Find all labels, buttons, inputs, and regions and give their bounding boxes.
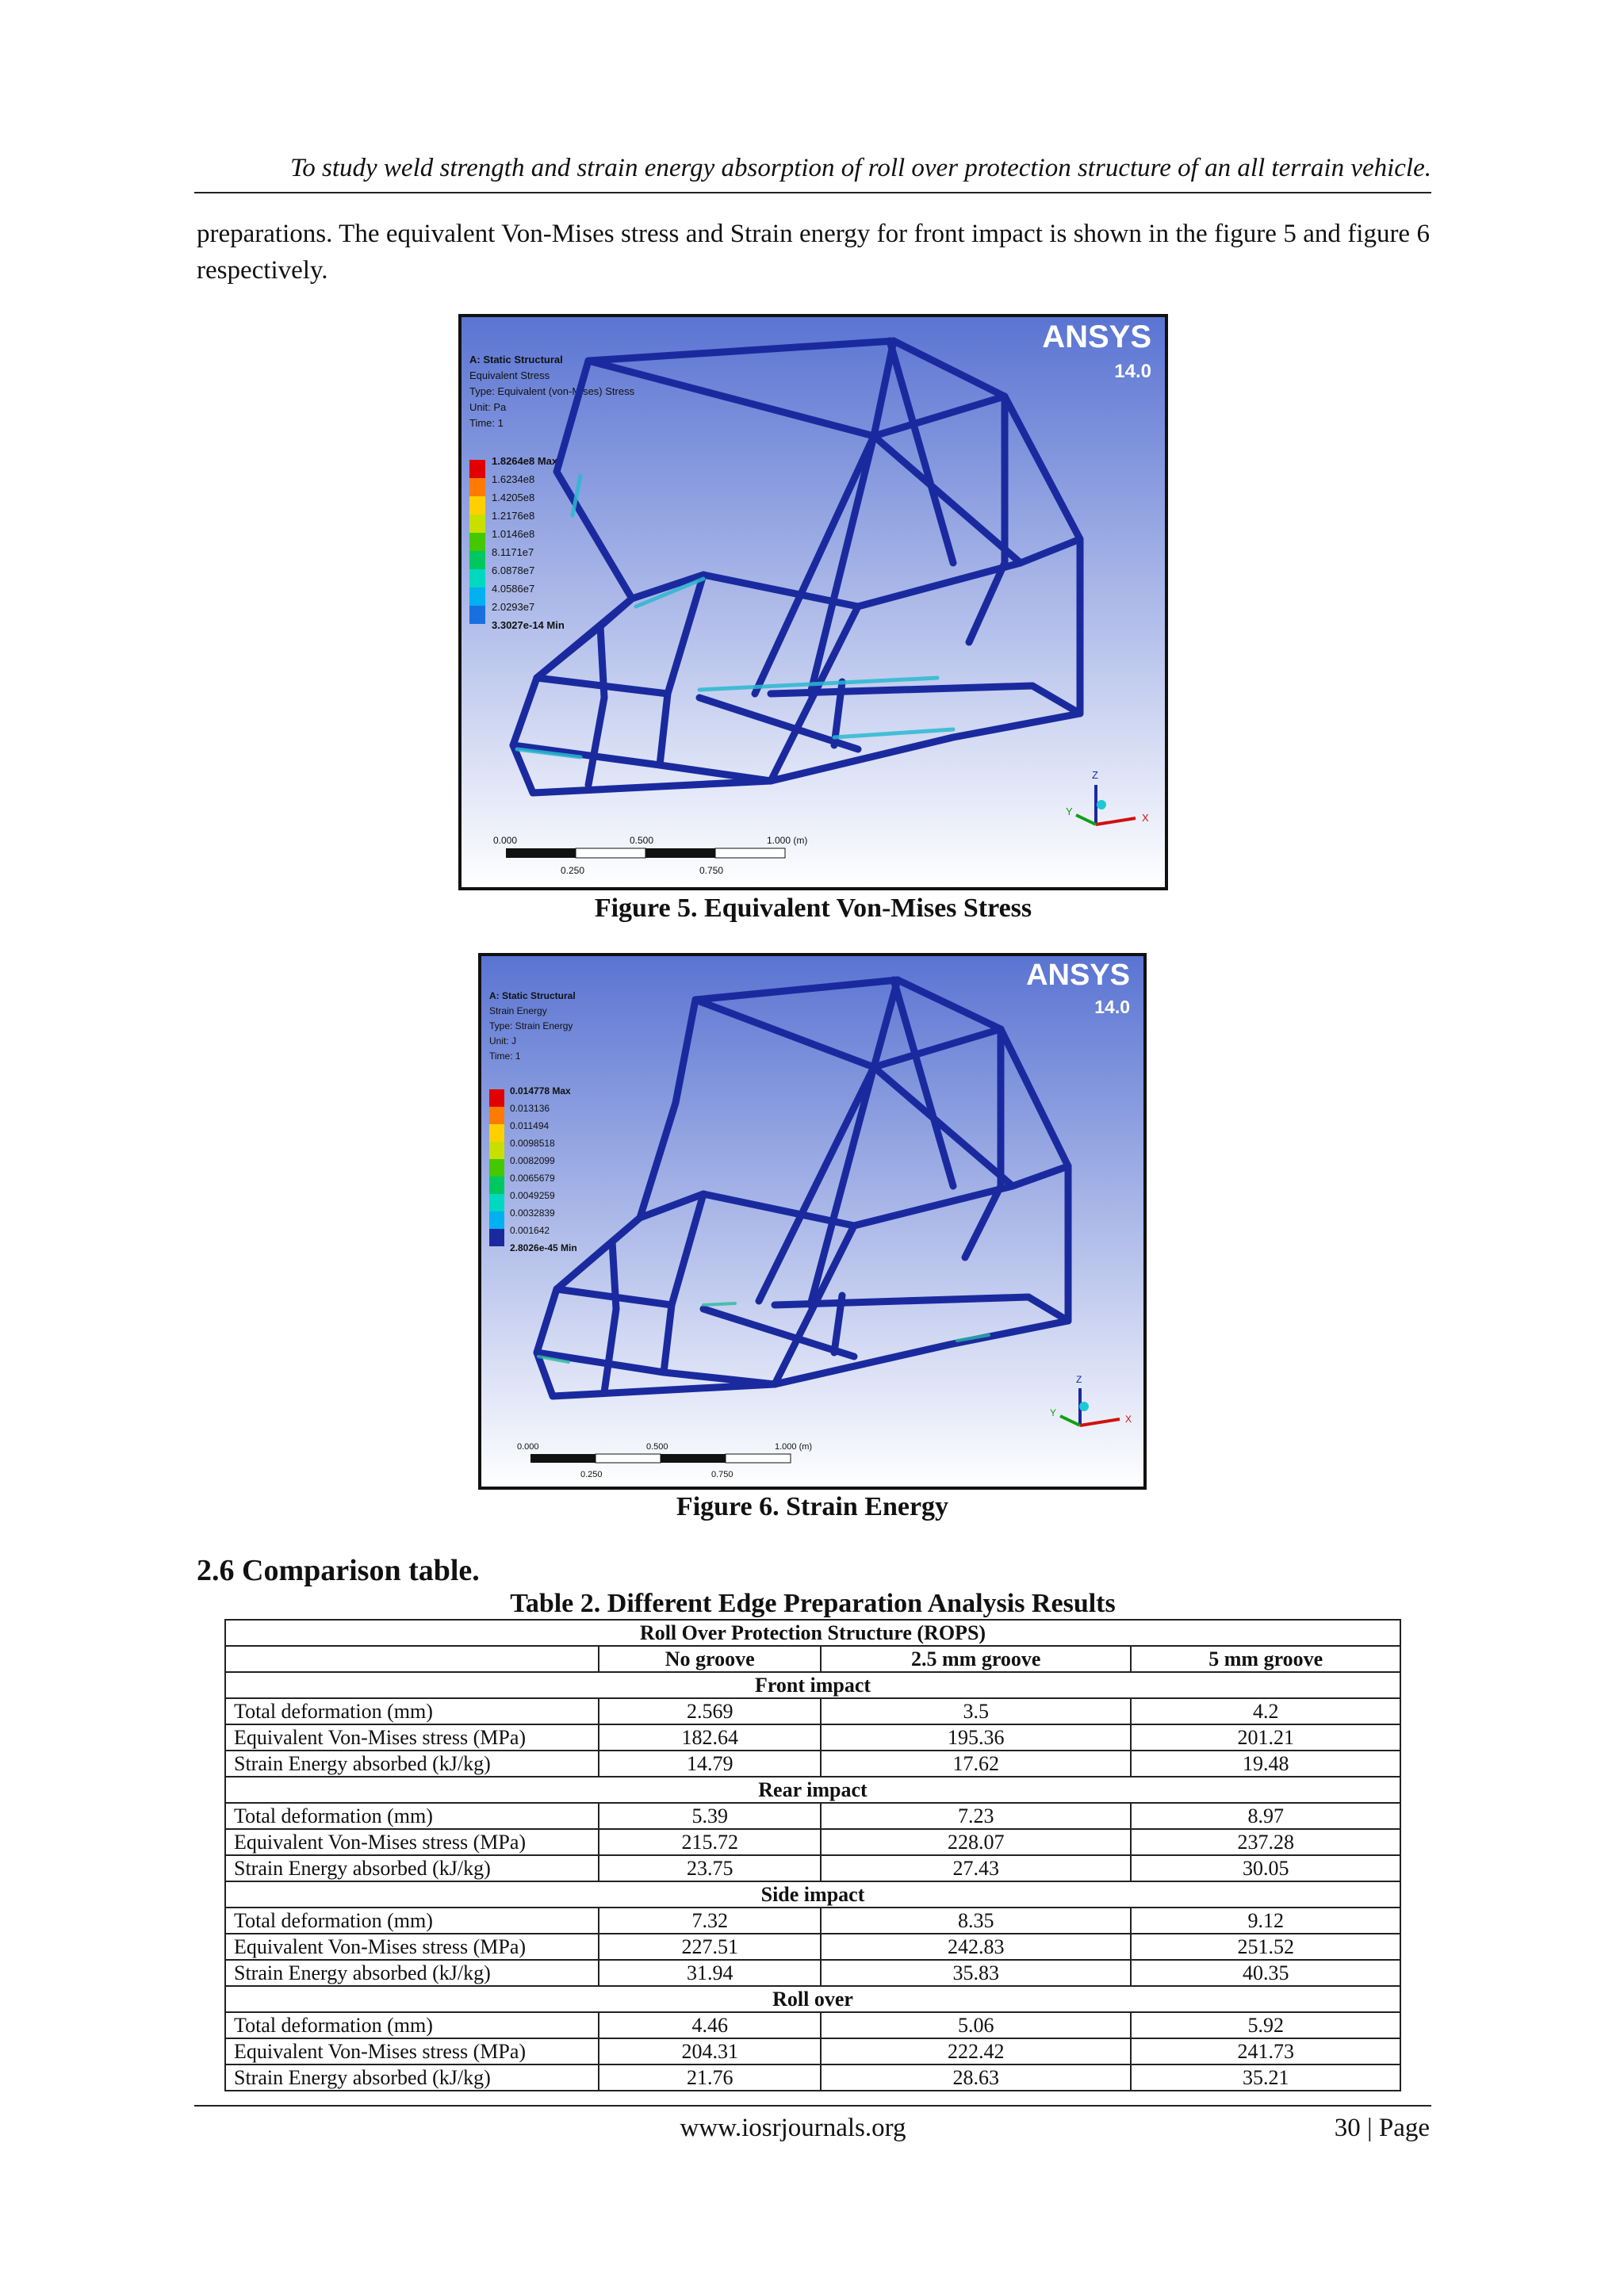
row-label: Total deformation (mm) [225,1698,599,1724]
table-row [225,1908,1400,1934]
table-row [225,2038,1400,2064]
row-label: Total deformation (mm) [225,1908,599,1934]
scale-segment [726,1454,791,1463]
table-row [225,1960,1400,1986]
cell-value: 215.72 [599,1829,821,1855]
table-row [225,2012,1400,2038]
legend-max: 0.014778 Max [510,1085,571,1096]
table-title: Table 2. Different Edge Preparation Analysis Results [510,1589,1116,1618]
legend-value: 0.001642 [510,1225,550,1236]
legend-line: A: Static Structural [489,990,576,1001]
render-background [462,317,1165,887]
cell-value: 4.2 [1131,1698,1400,1724]
cell-value: 35.83 [821,1960,1131,1986]
cell-value: 242.83 [821,1934,1131,1960]
scale-label: 0.000 [517,1442,539,1452]
cell-value: 40.35 [1131,1960,1400,1986]
table-row [225,1934,1400,1960]
comparison-table [224,1619,1401,2091]
cell-value: 201.21 [1131,1724,1400,1751]
legend-value: 8.1171e7 [492,546,534,558]
column-header: No groove [599,1646,821,1672]
cell-value: 227.51 [599,1934,821,1960]
legend-max: 1.8264e8 Max [492,455,558,467]
cell-value: 204.31 [599,2038,821,2064]
color-legend [489,1089,504,1246]
legend-swatch [489,1124,504,1142]
cell-value: 195.36 [821,1724,1131,1751]
cell-value: 9.12 [1131,1908,1400,1934]
table-row [225,1803,1400,1829]
legend-value: 0.0065679 [510,1173,555,1184]
legend-value: 1.0146e8 [492,528,535,540]
column-header: 2.5 mm groove [821,1646,1131,1672]
legend-value: 0.0049259 [510,1190,555,1201]
row-label: Total deformation (mm) [225,2012,599,2038]
figure-6-render [481,956,1143,1487]
table-row [225,1724,1400,1751]
legend-line: Type: Equivalent (von-Mises) Stress [469,385,635,397]
cell-value: 28.63 [821,2064,1131,2091]
legend-min: 2.8026e-45 Min [510,1242,577,1253]
scale-label: 0.500 [646,1442,668,1452]
legend-swatch [469,587,485,606]
table-super-header: Roll Over Protection Structure (ROPS) [225,1620,1400,1646]
table-row [225,2064,1400,2091]
cell-value: 4.46 [599,2012,821,2038]
legend-swatch [489,1194,504,1211]
scale-label: 0.250 [580,1470,603,1479]
scale-segment [661,1454,726,1463]
x-label: X [1142,812,1149,824]
footer-site-link[interactable]: www.iosrjournals.org [680,2114,906,2142]
legend-value: 4.0586e7 [492,583,535,595]
figure-6-caption: Figure 6. Strain Energy [676,1492,949,1521]
cell-value: 5.39 [599,1803,821,1829]
table-row [225,1751,1400,1777]
legend-line: Time: 1 [469,417,504,429]
legend-swatch [489,1142,504,1159]
legend-swatch [469,460,485,478]
ansys-version: 14.0 [1094,997,1130,1017]
body-paragraph: preparations. The equivalent Von-Mises stress and Strain energy for front impact is shown in the figure 5 and figure 6 respectively. [197,220,1430,285]
row-label: Strain Energy absorbed (kJ/kg) [225,1855,599,1881]
cell-value: 35.21 [1131,2064,1400,2091]
table-row [225,1855,1400,1881]
cell-value: 237.28 [1131,1829,1400,1855]
legend-swatch [489,1089,504,1107]
render-background [481,956,1143,1487]
legend-line: Equivalent Stress [469,369,550,381]
column-header [225,1646,599,1672]
cell-value: 23.75 [599,1855,821,1881]
legend-swatch [489,1159,504,1177]
legend-swatch [489,1107,504,1124]
row-label: Equivalent Von-Mises stress (MPa) [225,1829,599,1855]
cell-value: 30.05 [1131,1855,1400,1881]
legend-value: 1.2176e8 [492,510,535,522]
legend-value: 6.0878e7 [492,564,535,576]
row-label: Strain Energy absorbed (kJ/kg) [225,1960,599,1986]
cell-value: 7.32 [599,1908,821,1934]
scale-label: 0.750 [711,1470,733,1479]
legend-swatch [469,551,485,569]
legend-swatch [489,1177,504,1194]
group-header-row [225,1777,1400,1803]
cell-value: 21.76 [599,2064,821,2091]
cell-value: 5.06 [821,2012,1131,2038]
legend-line: A: Static Structural [469,354,563,365]
legend-line: Time: 1 [489,1050,521,1062]
color-legend [469,460,485,624]
group-header-row [225,1881,1400,1908]
cell-value: 241.73 [1131,2038,1400,2064]
y-label: Y [1066,806,1073,817]
legend-value: 1.6234e8 [492,473,535,485]
section-heading: 2.6 Comparison table. [197,1554,480,1587]
legend-value: 1.4205e8 [492,492,535,503]
scale-segment [576,848,645,858]
legend-value: 0.013136 [510,1103,550,1114]
legend-swatch [489,1211,504,1229]
footer-page-number: 30 | Page [1334,2114,1430,2142]
legend-value: 0.0032839 [510,1207,555,1219]
row-label: Equivalent Von-Mises stress (MPa) [225,2038,599,2064]
z-label: Z [1076,1374,1082,1385]
cell-value: 222.42 [821,2038,1131,2064]
y-label: Y [1050,1407,1057,1418]
cell-value: 3.5 [821,1698,1131,1724]
figure-5-caption: Figure 5. Equivalent Von-Mises Stress [594,894,1032,923]
cell-value: 5.92 [1131,2012,1400,2038]
scale-label: 0.000 [493,835,518,846]
axis-origin [1097,800,1106,809]
cell-value: 8.97 [1131,1803,1400,1829]
figure-5-render [462,317,1165,887]
ansys-logo: ANSYS [1026,959,1130,992]
cell-value: 8.35 [821,1908,1131,1934]
figure-6-strain-energy [478,953,1147,1490]
legend-swatch [469,478,485,496]
scale-label: 0.250 [561,865,585,876]
scale-label: 1.000 (m) [767,835,808,846]
group-header: Side impact [225,1881,1400,1908]
legend-line: Unit: Pa [469,401,507,413]
cell-value: 14.79 [599,1751,821,1777]
group-header: Rear impact [225,1777,1400,1803]
table-column-header-row [225,1646,1400,1672]
group-header: Roll over [225,1986,1400,2012]
cell-value: 251.52 [1131,1934,1400,1960]
z-label: Z [1092,769,1098,781]
scale-label: 0.500 [630,835,654,846]
running-header: To study weld strength and strain energy absorption of roll over protection structure of an all terrain vehicle. [194,151,1431,193]
cell-value: 7.23 [821,1803,1131,1829]
scale-segment [596,1454,661,1463]
legend-swatch [469,569,485,587]
ansys-version: 14.0 [1114,361,1151,382]
scale-segment [645,848,715,858]
legend-line: Type: Strain Energy [489,1020,573,1031]
legend-value: 0.0082099 [510,1155,555,1166]
cell-value: 31.94 [599,1960,821,1986]
legend-min: 3.3027e-14 Min [492,619,565,631]
scale-label: 0.750 [699,865,724,876]
x-label: X [1125,1414,1132,1425]
legend-swatch [469,496,485,515]
legend-swatch [469,533,485,551]
row-label: Strain Energy absorbed (kJ/kg) [225,1751,599,1777]
group-header-row [225,1986,1400,2012]
row-label: Total deformation (mm) [225,1803,599,1829]
legend-value: 0.011494 [510,1120,550,1131]
legend-swatch [489,1229,504,1246]
row-label: Strain Energy absorbed (kJ/kg) [225,2064,599,2091]
cell-value: 2.569 [599,1698,821,1724]
figure-5-von-mises-stress [458,314,1168,890]
scale-segment [530,1454,596,1463]
axis-origin [1079,1402,1089,1411]
legend-value: 2.0293e7 [492,601,535,613]
energy-highlight [703,1303,735,1305]
cell-value: 182.64 [599,1724,821,1751]
footer-rule [194,2105,1431,2107]
table-row [225,1829,1400,1855]
legend-swatch [469,515,485,533]
scale-label: 1.000 (m) [775,1442,813,1452]
cell-value: 17.62 [821,1751,1131,1777]
legend-value: 0.0098518 [510,1138,555,1149]
row-label: Equivalent Von-Mises stress (MPa) [225,1724,599,1751]
cell-value: 228.07 [821,1829,1131,1855]
legend-line: Unit: J [489,1035,517,1047]
legend-line: Strain Energy [489,1005,547,1016]
legend-swatch [469,606,485,624]
scale-segment [715,848,785,858]
table-super-header-row [225,1620,1400,1646]
cell-value: 19.48 [1131,1751,1400,1777]
group-header-row [225,1672,1400,1698]
cell-value: 27.43 [821,1855,1131,1881]
group-header: Front impact [225,1672,1400,1698]
row-label: Equivalent Von-Mises stress (MPa) [225,1934,599,1960]
column-header: 5 mm groove [1131,1646,1400,1672]
table-row [225,1698,1400,1724]
ansys-logo: ANSYS [1042,320,1151,354]
scale-segment [506,848,576,858]
